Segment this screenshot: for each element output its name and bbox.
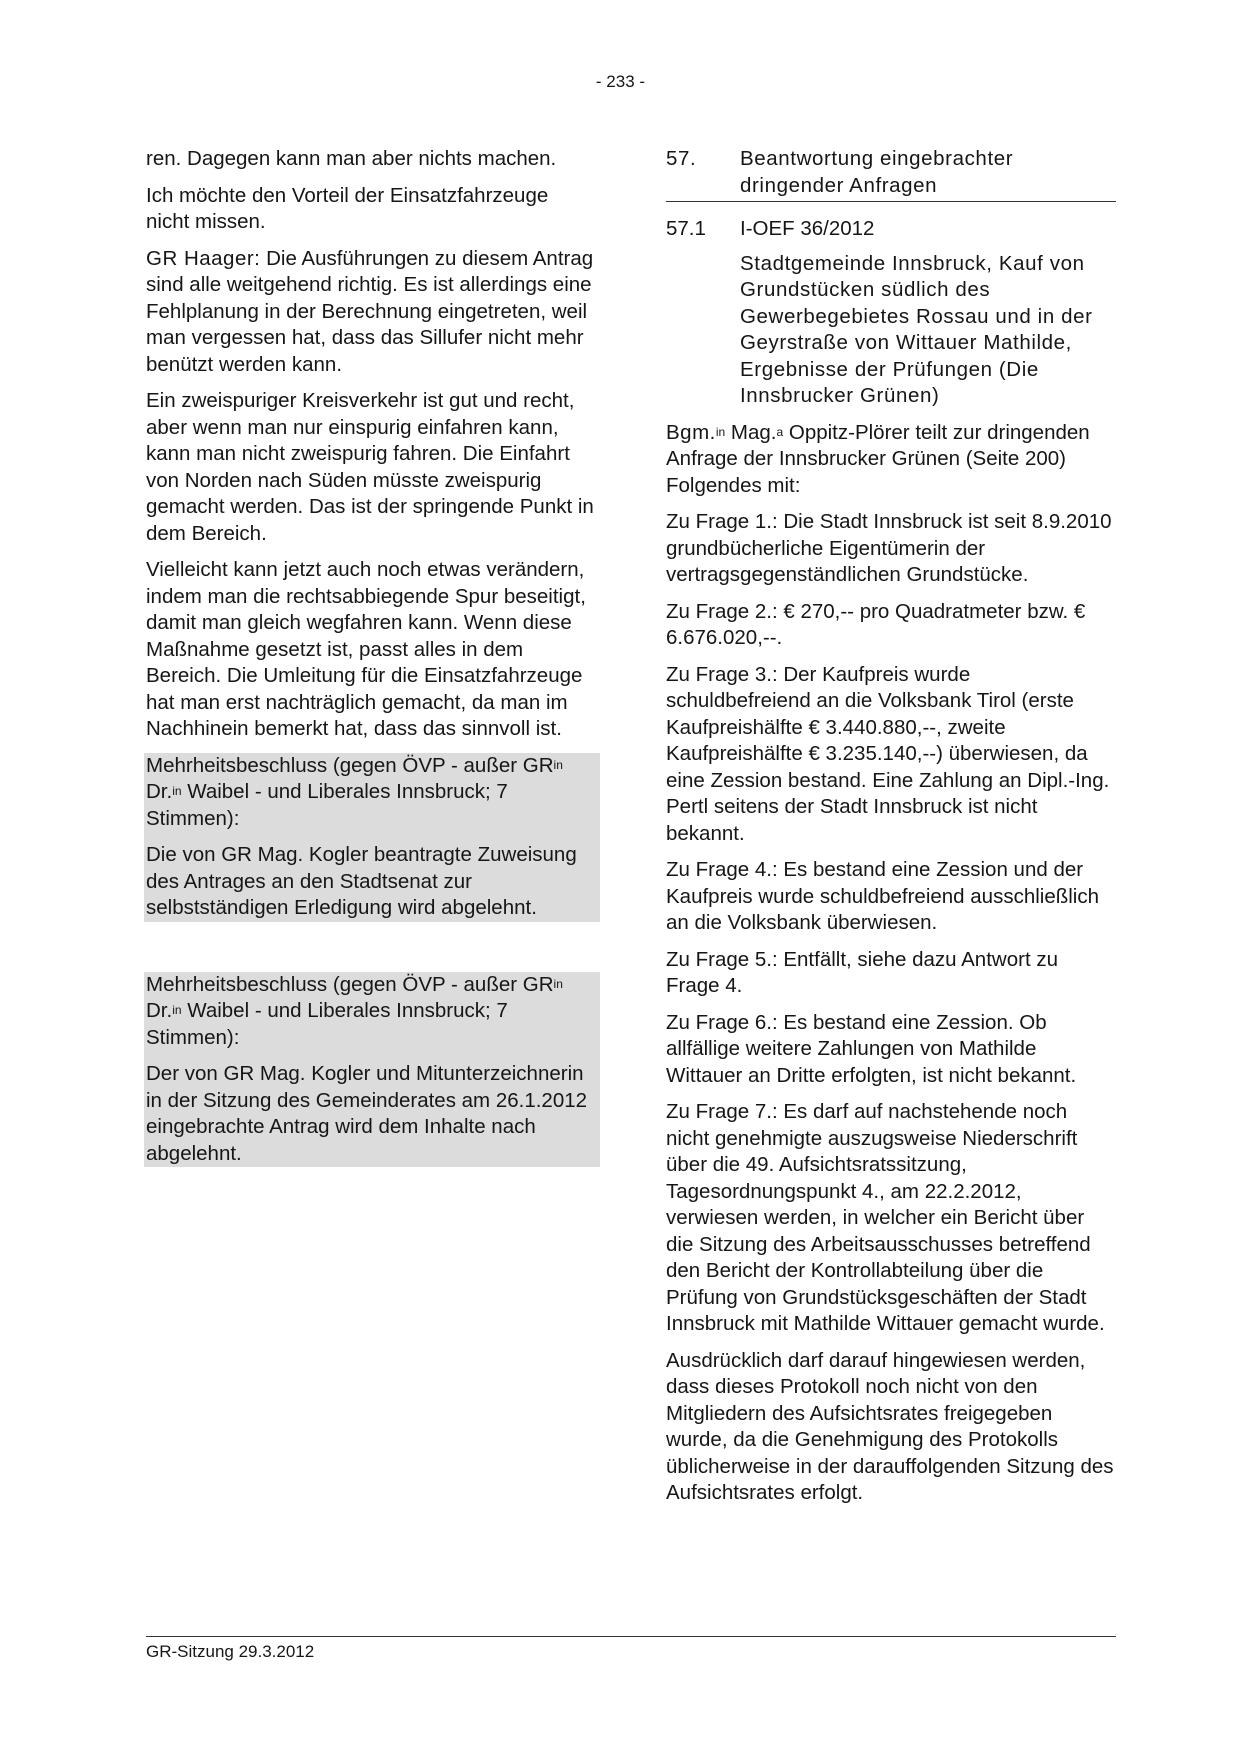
subsection-id: I-OEF 36/2012 bbox=[740, 217, 875, 240]
intro-paragraph: Bgm.$^{in}$ Mag.$^a$ Oppitz-Plörer teilt zur dringenden Anfrage der Innsbrucker Grünen (Seite 200) Folgendes mit: bbox=[666, 420, 1090, 497]
footer-divider bbox=[146, 1636, 1116, 1637]
decision-vote: Mehrheitsbeschluss (gegen ÖVP - außer $GR^{in}$ Dr.$^{in}$ Waibel - und Liberales Innsbruck; 7 Stimmen): bbox=[146, 972, 563, 1049]
paragraph: Ein zweispuriger Kreisverkehr ist gut und recht, aber wenn man nur einspurig einfahren kann, kann man nicht zweispurig fahren. Die Einfahrt von Norden nach Süden müsste zweispurig gemacht werden. Das ist der springende Punkt in dem Bereich. bbox=[146, 389, 594, 545]
answer-paragraph: Ausdrücklich darf darauf hingewiesen werden, dass dieses Protokoll noch nicht von den Mitgliedern des Aufsichtsrates freigegeben wurde, da die Genehmigung des Protokolls üblicherweise in der darauffolgenden Sitzung des Aufsichtsrates erfolgt. bbox=[666, 1348, 1114, 1504]
paragraph-gr-haager bbox=[146, 246, 596, 379]
subsection-heading bbox=[666, 216, 1116, 243]
decision-vote: Mehrheitsbeschluss (gegen ÖVP - außer $GR^{in}$ Dr.$^{in}$ Waibel - und Liberales Innsbruck; 7 Stimmen): bbox=[146, 753, 563, 830]
answer-paragraph: Zu Frage 4.: Es bestand eine Zession und der Kaufpreis wurde schuldbefreiend ausschließlich an die Volksbank überwiesen. bbox=[666, 858, 1100, 934]
paragraph: Vielleicht kann jetzt auch noch etwas verändern, indem man die rechtsabbiegende Spur beseitigt, damit man gleich wegfahren kann. Wenn diese Maßnahme gesetzt ist, passt alles in dem Bereich. Die Umleitung für die Einsatzfahrzeuge hat man erst nachträglich gemacht, da man im Nachhinein bemerkt hat, dass das sinnvoll ist. bbox=[146, 558, 586, 740]
answer-paragraph: Zu Frage 5.: Entfällt, siehe dazu Antwort zu Frage 4. bbox=[666, 947, 1058, 997]
answer-paragraph: Zu Frage 1.: Die Stadt Innsbruck ist seit 8.9.2010 grundbücherliche Eigentümerin der vertragsgegenständlichen Grundstücke. bbox=[666, 510, 1112, 586]
answer-paragraph: Zu Frage 3.: Der Kaufpreis wurde schuldbefreiend an die Volksbank Tirol (erste Kaufpreishälfte € 3.440.880,--, zweite Kaufpreishälfte € 3.235.140,--) überwiesen, da eine Zession bestand. Eine Zahlung an Dipl.-Ing. Pertl seitens der Stadt Innsbruck ist nicht bekannt. bbox=[666, 662, 1110, 845]
section-heading bbox=[666, 146, 1116, 202]
answer-paragraph: Zu Frage 2.: € 270,-- pro Quadratmeter bzw. € 6.676.020,--. bbox=[666, 599, 1086, 649]
paragraph: ren. Dagegen kann man aber nichts machen. bbox=[146, 147, 557, 170]
footer-text: GR-Sitzung 29.3.2012 bbox=[146, 1642, 315, 1661]
left-column bbox=[146, 146, 596, 1177]
answer-paragraph: Zu Frage 7.: Es darf auf nachstehende noch nicht genehmigte auszugsweise Niederschrift über die 49. Aufsichtsratssitzung, Tagesordnungspunkt 4., am 22.2.2012, verwiesen werden, in welcher ein Bericht über die Sitzung des Arbeitsausschusses betreffend den Bericht der Kontrollabteilung über die Prüfung von Grundstücksgeschäften der Stadt Innsbruck mit Mathilde Wittauer gemacht wurde. bbox=[666, 1100, 1105, 1335]
subsection-number: 57.1 bbox=[666, 217, 706, 240]
decision-text: Der von GR Mag. Kogler und Mitunterzeichnerin in der Sitzung des Gemeinderates am 26.1.2012 eingebrachte Antrag wird dem Inhalte nach abgelehnt. bbox=[146, 1062, 588, 1165]
section-title: Beantwortung eingebrachter dringender Anfragen bbox=[740, 147, 1014, 197]
decision-text: Die von GR Mag. Kogler beantragte Zuweisung des Antrages an den Stadtsenat zur selbstständigen Erledigung wird abgelehnt. bbox=[146, 843, 577, 919]
right-column bbox=[666, 146, 1116, 1517]
section-number: 57. bbox=[666, 147, 697, 170]
decision-box-1 bbox=[144, 753, 600, 922]
speaker-text: Die Ausführungen zu diesem Antrag sind alle weitgehend richtig. Es ist allerdings eine Fehlplanung in der Berechnung eingetreten, weil man vergessen hat, dass das Sillufer nicht mehr benützt werden kann. bbox=[146, 246, 594, 376]
paragraph: Ich möchte den Vorteil der Einsatzfahrzeuge nicht missen. bbox=[146, 183, 549, 233]
decision-box-2 bbox=[144, 972, 600, 1168]
speaker-name: GR Haager: bbox=[146, 246, 261, 270]
subsection-title: Stadtgemeinde Innsbruck, Kauf von Grundstücken südlich des Gewerbegebietes Rossau und in der Geyrstraße von Wittauer Mathilde, Ergebnisse der Prüfungen (Die Innsbrucker Grünen) bbox=[740, 251, 1093, 407]
page-number: - 233 - bbox=[595, 72, 646, 91]
answer-paragraph: Zu Frage 6.: Es bestand eine Zession. Ob allfällige weitere Zahlungen von Mathilde Wittauer an Dritte erfolgten, ist nicht bekannt. bbox=[666, 1010, 1077, 1087]
